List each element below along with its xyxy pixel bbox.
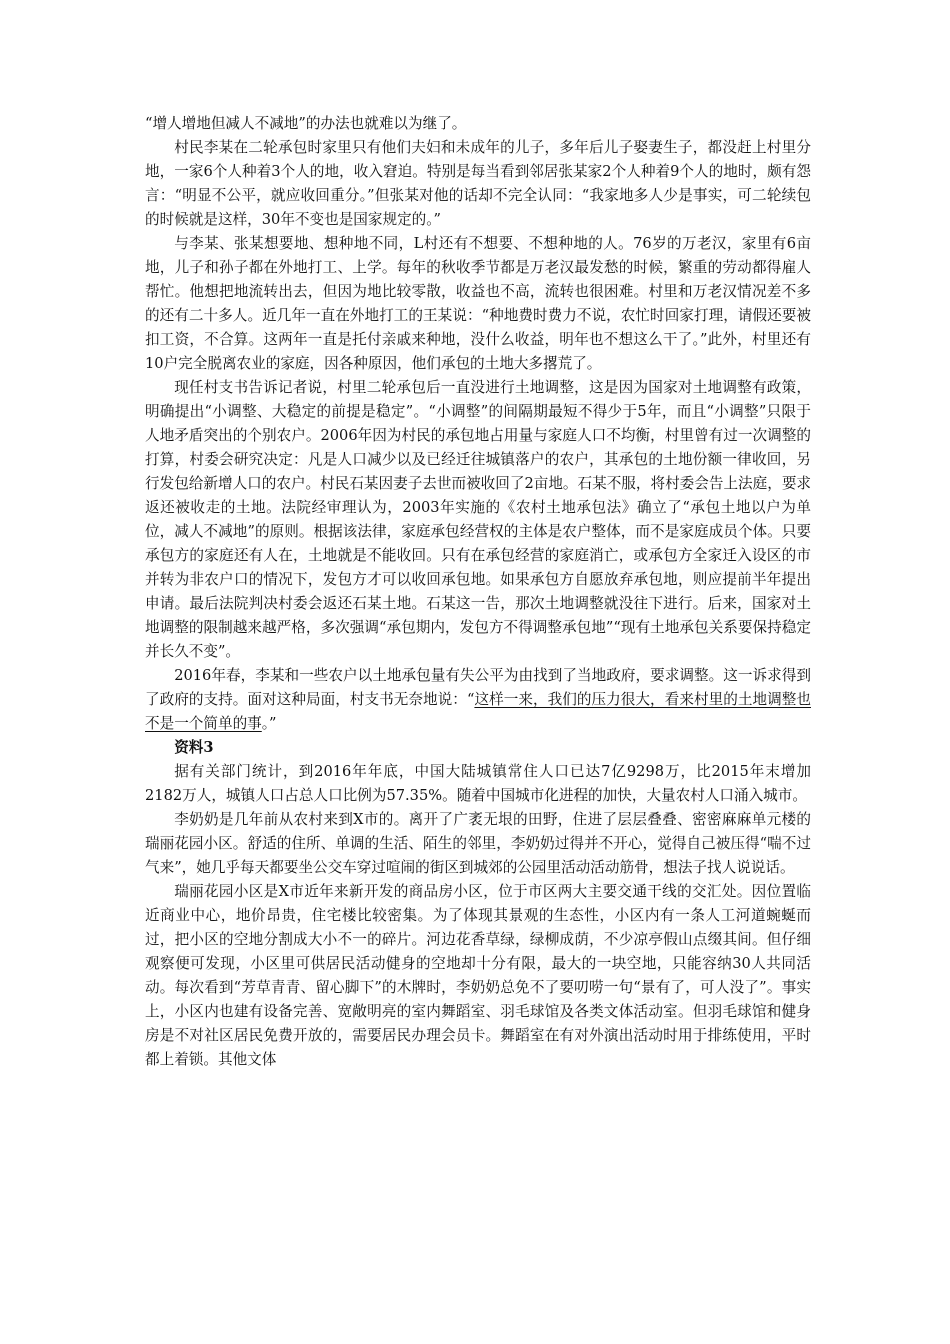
paragraph-ruili-garden: 瑞丽花园小区是X市近年来新开发的商品房小区，位于市区两大主要交通干线的交汇处。因位置临近商业中心，地价昂贵，住宅楼比较密集。为了体现其景观的生态性，小区内有一条人工河道蜿蜒而过，把小区的空地分割成大小不一的碎片。河边花香草绿，绿柳成荫，不少凉亭假山点缀其间。但仔细观察便可发现，小区里可供居民活动健身的空地却十分有限，最大的一块空地，只能容纳30人共同活动。每次看到“芳草青青、留心脚下”的木牌时，李奶奶总免不了要叨唠一句“景有了，可人没了”。事实上，小区内也建有设备完善、宽敞明亮的室内舞蹈室、羽毛球馆及各类文体活动室。但羽毛球馆和健身房是不对社区居民免费开放的，需要居民办理会员卡。舞蹈室在有对外演出活动时用于排练使用，平时都上着锁。其他文体 — [145, 883, 811, 1068]
paragraph-li-zhang: 村民李某在二轮承包时家里只有他们夫妇和未成年的儿子，多年后儿子娶妻生子，都没赶上村里分地，一家6个人种着3个人的地，收入窘迫。特别是每当看到邻居张某家2个人种着9个人的地时，颇有怨言：“明显不公平，就应收回重分。”但张某对他的话却不完全认同：“我家地多人少是事实，可二轮续包的时候就是这样，30年不变也是国家规定的。” — [145, 139, 811, 228]
document-page — [145, 112, 811, 1072]
paragraph-2016-closing: 。” — [261, 715, 277, 732]
paragraph-2016-text: 2016年春，李某和一些农户以土地承包量有失公平为由找到了当地政府，要求调整。这一诉求得到了政府的支持。面对这种局面，村支书无奈地说：“ — [145, 667, 811, 708]
paragraph-li-nainai: 李奶奶是几年前从农村来到X市的。离开了广袤无垠的田野，住进了层层叠叠、密密麻麻单元楼的瑞丽花园小区。舒适的住所、单调的生活、陌生的邻里，李奶奶过得并不开心，觉得自己被压得“喘不过气来”，她几乎每天都要坐公交车穿过喧闹的街区到城郊的公园里活动活动筋骨，想法子找人说说话。 — [145, 811, 811, 876]
paragraph-2016-spring — [145, 664, 811, 736]
paragraph-village-secretary: 现任村支书告诉记者说，村里二轮承包后一直没进行土地调整，这是因为国家对土地调整有政策，明确提出“小调整、大稳定的前提是稳定”。“小调整”的间隔期最短不得少于5年，而且“小调整”只限于人地矛盾突出的个别农户。2006年因为村民的承包地占用量与家庭人口不均衡，村里曾有过一次调整的打算，村委会研究决定：凡是人口减少以及已经迁往城镇落户的农户，其承包的土地份额一律收回，另行发包给新增人口的农户。村民石某因妻子去世而被收回了2亩地。石某不服，将村委会告上法庭，要求返还被收走的土地。法院经审理认为，2003年实施的《农村土地承包法》确立了“承包土地以户为单位，减人不减地”的原则。根据该法律，家庭承包经营权的主体是农户整体，而不是家庭成员个体。只要承包方的家庭还有人在，土地就是不能收回。只有在承包经营的家庭消亡，或承包方全家迁入设区的市并转为非农户口的情况下，发包方才可以收回承包地。如果承包方自愿放弃承包地，则应提前半年提出申请。最后法院判决村委会返还石某土地。石某这一告，那次土地调整就没往下进行。后来，国家对土地调整的限制越来越严格，多次强调“承包期内，发包方不得调整承包地”“现有土地承包关系要保持稳定并长久不变”。 — [145, 379, 812, 660]
section-heading: 资料3 — [174, 739, 214, 756]
underlined-quote: 这样一来，我们的压力很大，看来村里的土地调整也不是一个简单的事 — [145, 691, 811, 732]
paragraph-continuation: “增人增地但减人不减地”的办法也就难以为继了。 — [145, 115, 467, 132]
paragraph-statistics: 据有关部门统计，到2016年年底，中国大陆城镇常住人口已达7亿9298万，比2015年末增加2182万人，城镇人口占总人口比例为57.35%。随着中国城市化进程的加快，大量农村人口涌入城市。 — [145, 763, 811, 804]
paragraph-wan-laohan: 与李某、张某想要地、想种地不同，L村还有不想要、不想种地的人。76岁的万老汉，家里有6亩地，儿子和孙子都在外地打工、上学。每年的秋收季节都是万老汉最发愁的时候，繁重的劳动都得雇人帮忙。他想把地流转出去，但因为地比较零散，收益也不高，流转也很困难。村里和万老汉情况差不多的还有二十多人。近几年一直在外地打工的王某说：“种地费时费力不说，农忙时回家打理，请假还要被扣工资，不合算。这两年一直是托付亲戚来种地，没什么收益，明年也不想这么干了。”此外，村里还有10户完全脱离农业的家庭，因各种原因，他们承包的土地大多撂荒了。 — [145, 235, 811, 372]
